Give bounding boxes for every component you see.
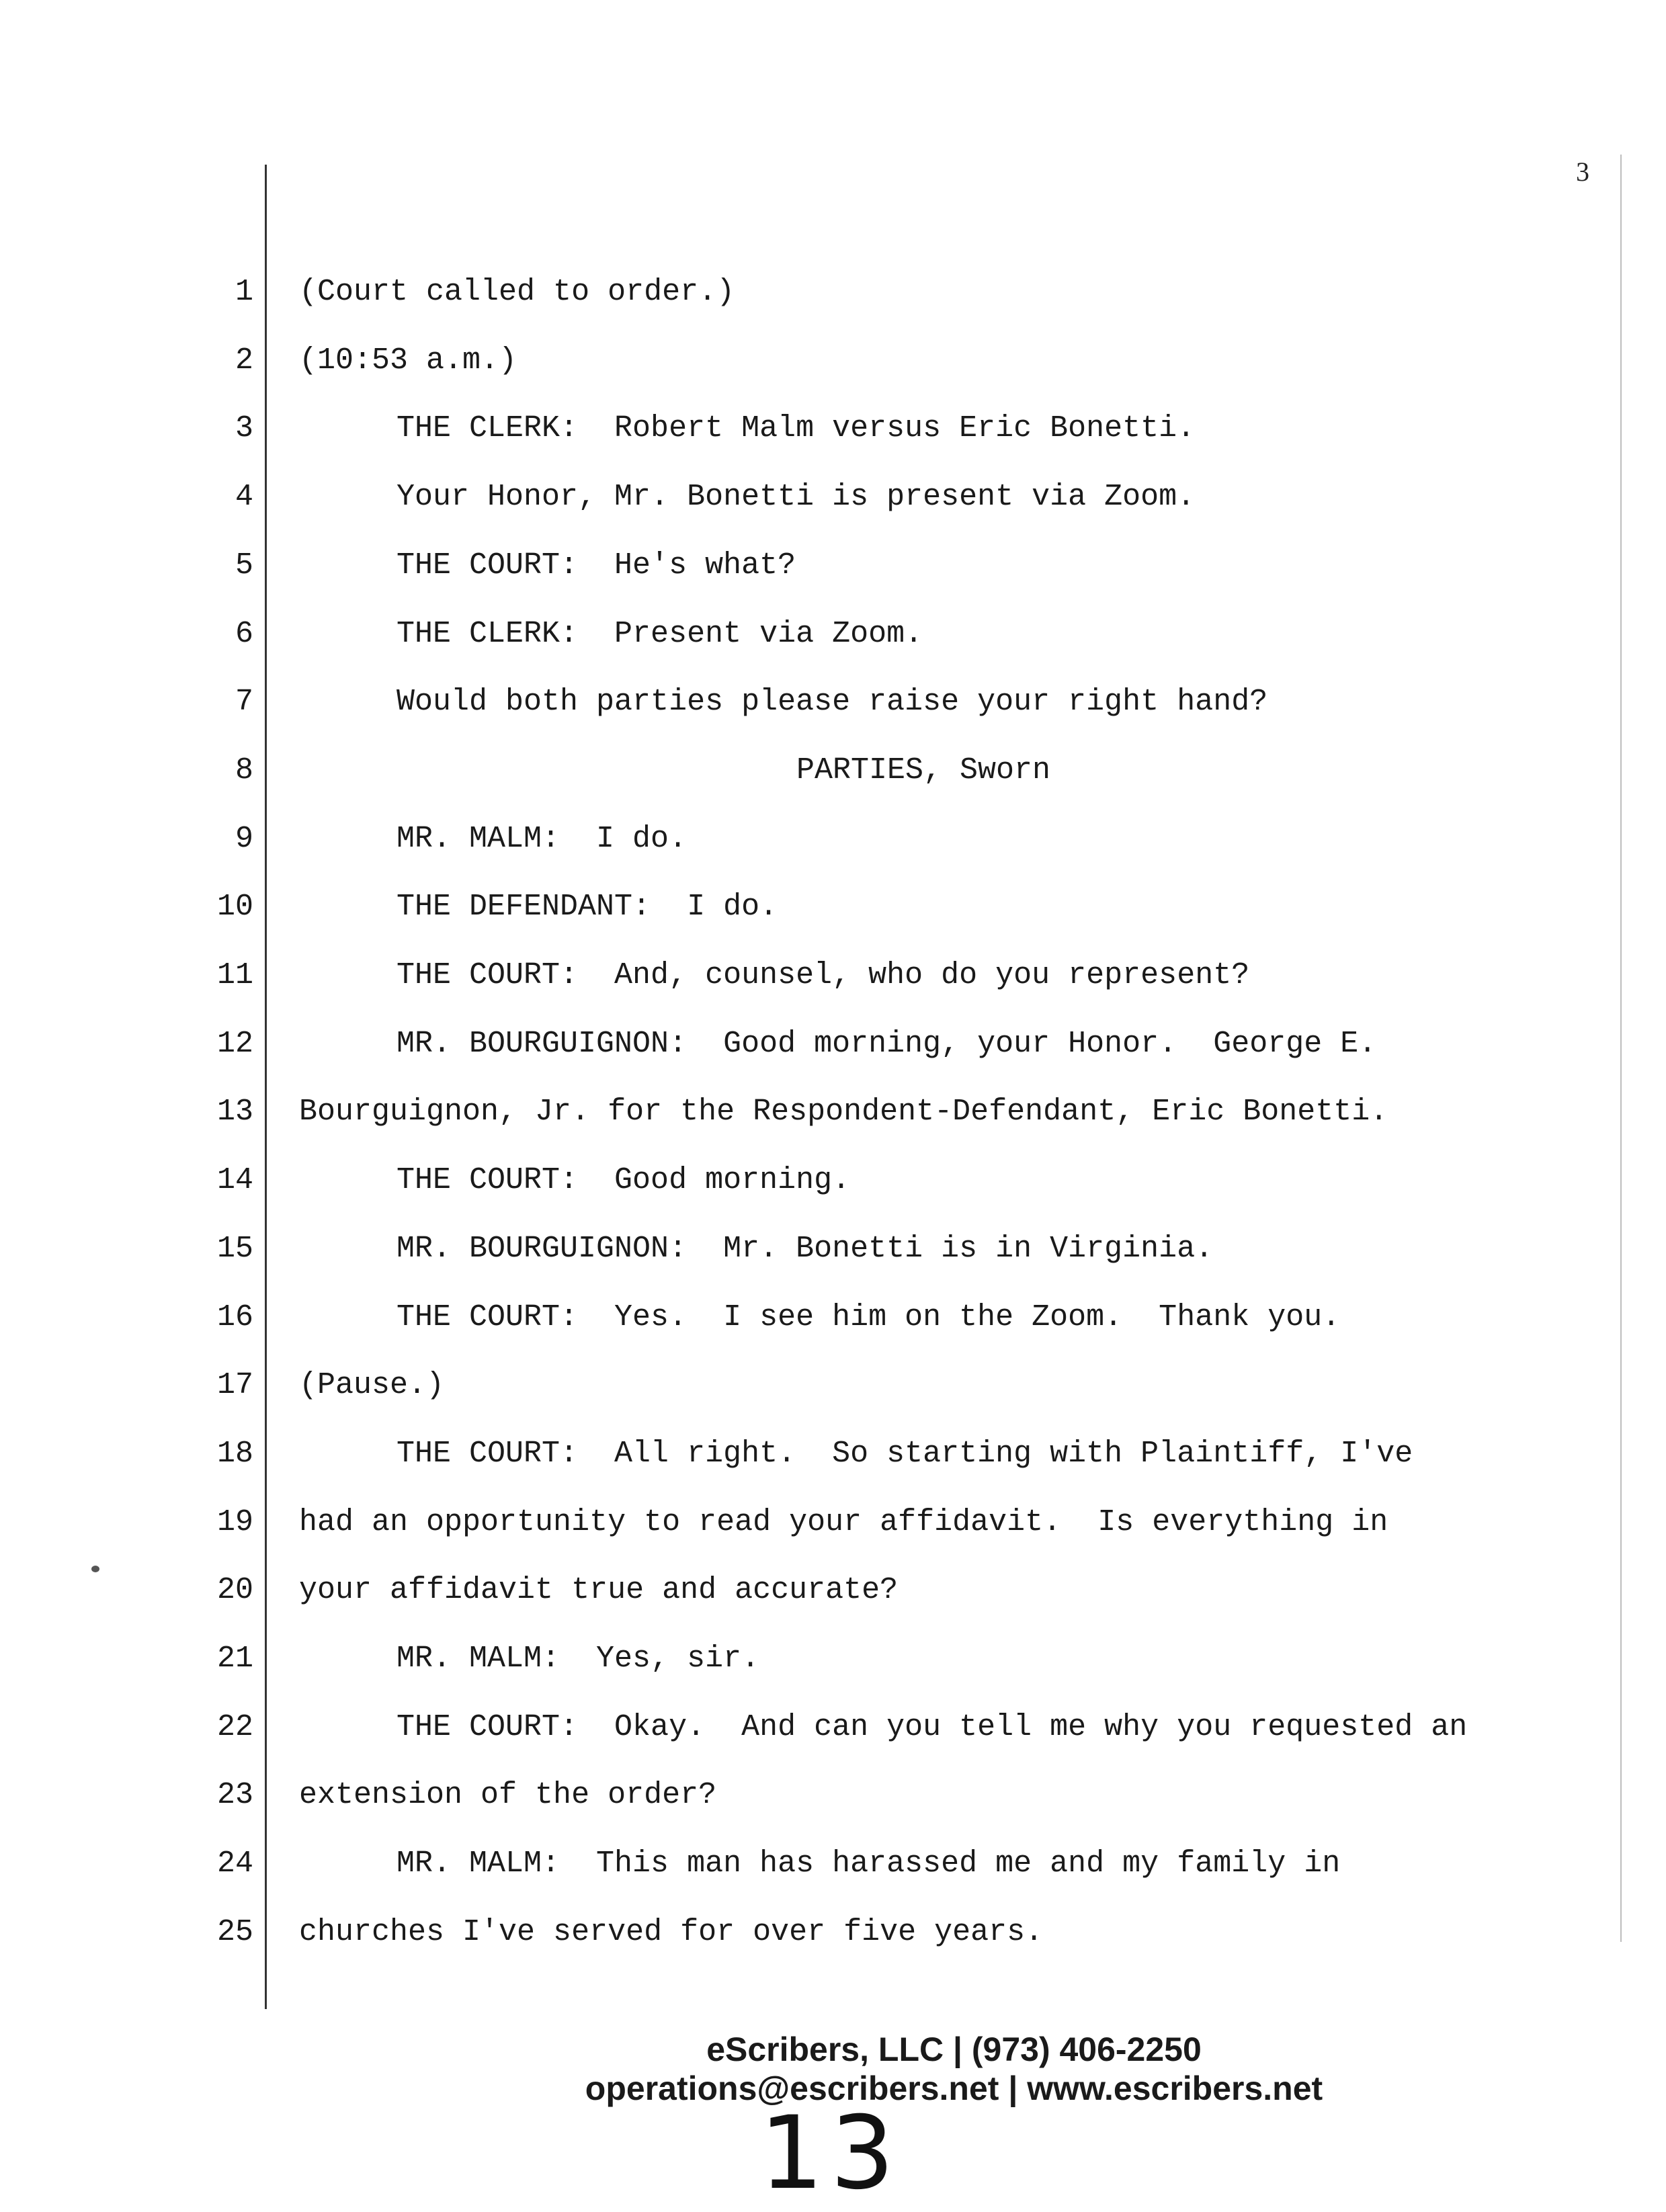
transcript-line (0, 1092, 1666, 1162)
transcript-line (0, 1160, 1666, 1230)
line-text: THE COURT: Okay. And can you tell me why you requested an (397, 1709, 1468, 1744)
transcript-line (0, 1844, 1666, 1914)
transcript-line (0, 751, 1666, 820)
line-text: (Pause.) (299, 1368, 445, 1403)
line-text: THE CLERK: Present via Zoom. (397, 616, 923, 651)
line-number: 12 (216, 1026, 253, 1061)
line-text: THE CLERK: Robert Malm versus Eric Bonetti. (397, 411, 1196, 446)
line-text: THE COURT: Yes. I see him on the Zoom. Thank you. (397, 1300, 1341, 1334)
transcript-line (0, 819, 1666, 889)
line-number: 11 (216, 958, 253, 992)
line-text: MR. BOURGUIGNON: Good morning, your Honor. George E. (397, 1026, 1377, 1061)
transcript-line (0, 1639, 1666, 1709)
line-text: (10:53 a.m.) (299, 343, 517, 378)
line-number: 25 (216, 1914, 253, 1949)
transcript-line (0, 682, 1666, 752)
line-number: 17 (216, 1368, 253, 1403)
line-text: THE COURT: He's what? (397, 548, 796, 583)
line-text: churches I've served for over five years. (299, 1914, 1044, 1949)
line-number: 24 (216, 1846, 253, 1881)
transcript-line (0, 1775, 1666, 1845)
transcript-line (0, 887, 1666, 957)
line-number: 18 (216, 1436, 253, 1471)
line-text: MR. BOURGUIGNON: Mr. Bonetti is in Virginia. (397, 1231, 1214, 1266)
line-text: THE COURT: Good morning. (397, 1163, 851, 1198)
handwritten-page-stamp: 13 (759, 2095, 901, 2212)
transcript-line (0, 1570, 1666, 1640)
line-number: 5 (235, 548, 253, 583)
line-number: 9 (235, 821, 253, 856)
line-text: (Court called to order.) (299, 275, 735, 309)
transcript-line (0, 341, 1666, 411)
transcript-line (0, 955, 1666, 1025)
line-number: 7 (235, 685, 253, 720)
transcript-line (0, 1298, 1666, 1367)
transcript-line (0, 272, 1666, 342)
line-number: 8 (235, 753, 253, 788)
line-number: 23 (216, 1778, 253, 1813)
transcript-line (0, 1707, 1666, 1777)
transcript-line (0, 1365, 1666, 1435)
line-number: 4 (235, 480, 253, 515)
line-text: PARTIES, Sworn (796, 753, 1051, 788)
line-text: MR. MALM: This man has harassed me and my family in (397, 1846, 1341, 1881)
line-text: Bourguignon, Jr. for the Respondent-Defendant, Eric Bonetti. (299, 1095, 1388, 1130)
line-number: 20 (216, 1573, 253, 1608)
transcript-line (0, 546, 1666, 615)
line-number: 16 (216, 1300, 253, 1334)
transcript-line (0, 1024, 1666, 1094)
line-text: Your Honor, Mr. Bonetti is present via Zoom. (397, 480, 1196, 515)
transcript-line (0, 409, 1666, 478)
line-number: 13 (216, 1095, 253, 1130)
line-text: THE COURT: All right. So starting with Plaintiff, I've (397, 1436, 1413, 1471)
line-text: MR. MALM: Yes, sir. (397, 1642, 760, 1676)
line-text: THE COURT: And, counsel, who do you represent? (397, 958, 1250, 992)
footer-contact-line: operations@escribers.net | www.escribers.net (585, 2070, 1323, 2107)
transcript-line (0, 1912, 1666, 1982)
page-number: 3 (1576, 157, 1589, 187)
line-number: 1 (235, 275, 253, 309)
line-text: your affidavit true and accurate? (299, 1573, 899, 1608)
line-number: 21 (216, 1642, 253, 1676)
line-number: 14 (216, 1163, 253, 1198)
line-number: 19 (216, 1504, 253, 1539)
transcript-line (0, 1229, 1666, 1299)
transcript-line (0, 1502, 1666, 1572)
line-text: MR. MALM: I do. (397, 821, 688, 856)
line-text: had an opportunity to read your affidavit. Is everything in (299, 1504, 1388, 1539)
transcript-line (0, 477, 1666, 547)
line-number: 3 (235, 411, 253, 446)
transcript-line (0, 614, 1666, 684)
line-text: Would both parties please raise your right hand? (397, 685, 1268, 720)
line-text: extension of the order? (299, 1778, 717, 1813)
line-number: 2 (235, 343, 253, 378)
line-text: THE DEFENDANT: I do. (397, 890, 778, 925)
footer-company-line: eScribers, LLC | (973) 406-2250 (706, 2031, 1202, 2068)
line-number: 6 (235, 616, 253, 651)
line-number: 10 (216, 890, 253, 925)
line-number: 15 (216, 1231, 253, 1266)
transcript-line (0, 1434, 1666, 1504)
line-number: 22 (216, 1709, 253, 1744)
